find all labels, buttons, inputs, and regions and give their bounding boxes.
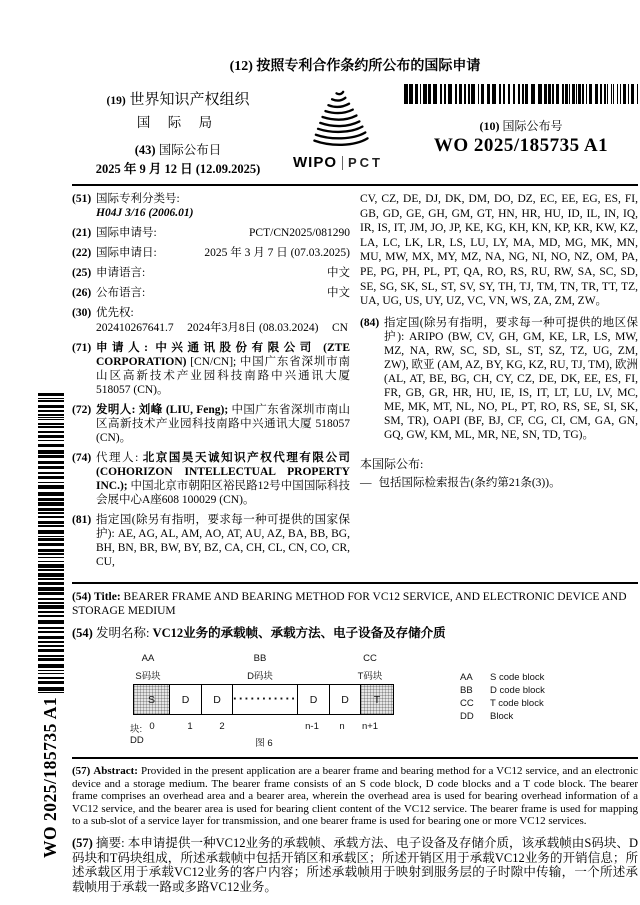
title-chinese (72, 626, 638, 640)
pub-date-value: 2025 年 9 月 12 日 (12.09.2025) (95, 162, 261, 176)
field-84-number: (84) (360, 316, 380, 329)
field-25-filing-language (72, 266, 350, 280)
field-26-value: 中文 (327, 287, 350, 299)
callout-bb: BB (253, 653, 267, 664)
wordmark-divider (342, 156, 343, 170)
publication-barcode (404, 84, 638, 104)
field-30-label: 优先权: (96, 307, 134, 319)
field-26-label: 公布语言: (96, 287, 146, 299)
block-index-n-1: n-1 (305, 721, 319, 732)
abstract-label-zh: 摘要: (96, 835, 125, 850)
header-divider (72, 184, 638, 186)
callout-aa: AA (141, 653, 155, 664)
field-22-value: 2025 年 3 月 7 日 (07.03.2025) (204, 247, 350, 259)
field-72-label: 发明人: (96, 404, 136, 416)
field-51-number: (51) (72, 193, 92, 205)
title-english (72, 590, 638, 618)
field-74-label: 代理人: (96, 452, 139, 464)
abstract-chinese (72, 836, 638, 894)
issuing-org-block (72, 84, 284, 177)
side-barcode (38, 393, 64, 693)
field-43-number: (43) (134, 143, 156, 157)
title-label-en: Title: (94, 591, 121, 603)
field-71-label: 申请人: (96, 342, 148, 354)
legend-row-dd (460, 710, 545, 723)
field-22-label: 国际申请日: (96, 247, 157, 259)
block-index-prefix: 块: (130, 724, 143, 735)
field-30-priority (72, 306, 350, 335)
s-block-label: S码块 (135, 671, 161, 682)
field-81-designated-states (72, 513, 350, 569)
wipo-wordmark: WIPO (293, 154, 337, 171)
publication-number-block (392, 84, 638, 157)
abstract-divider (72, 757, 638, 759)
legend-text-bb: D code block (490, 685, 545, 696)
designated-states-continued: CV, CZ, DE, DJ, DK, DM, DO, DZ, EC, EE, EG, ES, FI, GB, GD, GE, GH, GM, GT, HN, HR, HU, ID, IL, IN, IQ, IR, IS, IT, JM, JO, JP, KE, KG, KH, KN, KP, KR, KW, KZ, LA, LC, LK, LR, LS, LU, LY, MA, MD, MG, MK, MN, MU, MW, MX, MY, MZ, NA, NG, NI, NO, NZ, OM, PA, PE, PG, PH, PL, PT, QA, RO, RS, RU, RW, SA, SC, SD, SE, SG, SK, SL, ST, SV, SY, TH, TJ, TM, TN, TR, TT, TZ, UA, UG, US, UY, UZ, VC, VN, WS, ZA, ZM, ZW。 (360, 193, 638, 308)
field-19-number: (19) (106, 95, 126, 107)
field-51-ipc (72, 192, 350, 220)
note-dash: — (360, 476, 372, 489)
abstract-text-zh: 本申请提供一种VC12业务的承载帧、承载方法、电子设备及存储介质，该承载帧由S码块、D码块和T码块组成，所述承载帧中包括开销区和承载区；所述开销区用于承载VC12业务的开销信息；所述承载区用于承载VC12业务的客户内容；所述承载帧用于映射到服务层的子时隙中传输，一个所述承载帧用于承载一路或多路VC12业务。 (72, 835, 639, 894)
applicant-name: 中兴通讯股份有限公司 (ZTE CORPORATION) (96, 342, 351, 368)
field-10-number: (10) (479, 119, 500, 133)
field-25-label: 申请语言: (96, 267, 146, 279)
ellipsis-dots: ··········· (233, 690, 297, 706)
block-index-0: 0 (149, 721, 155, 732)
org-name-line (72, 88, 284, 109)
wipo-logo (284, 84, 392, 171)
legend-code-dd: DD (460, 711, 474, 722)
cell-t: T (360, 684, 394, 715)
publication-note-item (360, 476, 638, 490)
field-51-label: 国际专利分类号: (96, 193, 180, 205)
publication-number: WO 2025/185735 A1 (433, 135, 609, 156)
legend-code-cc: CC (460, 698, 474, 709)
field-26-publication-language (72, 286, 350, 300)
inventor-address: 中国广东省深圳市南山区高新技术产业园科技南路中兴通讯大厦 518057 (CN)。 (96, 404, 351, 444)
note-text: 包括国际检索报告(条约第21条(3))。 (378, 476, 561, 489)
field-81-codes: AE, AG, AL, AM, AO, AT, AU, AZ, BA, BB, BG, BH, BN, BR, BW, BY, BZ, CA, CH, CL, CN, CO, CR, CU, (96, 528, 351, 568)
block-index-1: 1 (187, 721, 193, 732)
field-21-application-number (72, 226, 350, 240)
cell-d4: D (329, 684, 361, 715)
header-row (72, 84, 638, 177)
priority-application-number: 202410267641.7 (96, 322, 174, 334)
field-12-text: 按照专利合作条约所公布的国际申请 (256, 59, 481, 74)
field-81-number: (81) (72, 514, 92, 526)
bibliographic-divider (72, 582, 638, 584)
figure-label: 图 6 (255, 738, 273, 749)
org-name: 世界知识产权组织 (129, 92, 250, 108)
legend-code-aa: AA (460, 672, 473, 683)
d-block-label: D码块 (247, 671, 273, 682)
legend-code-bb: BB (460, 685, 473, 696)
priority-date: 2024年3月8日 (08.03.2024) (187, 322, 319, 334)
pct-publication-type-line (72, 55, 638, 75)
pub-date-label: 国际公布日 (158, 143, 222, 157)
legend-text-cc: T code block (490, 698, 544, 709)
abstract-english (72, 765, 638, 828)
field-84-codes: ARIPO (BW, CV, GH, GM, KE, LR, LS, MW, MZ, NA, RW, SC, SD, SL, ST, SZ, TZ, UG, ZM, ZW), 欧亚 (AM, AZ, BY, KG, KZ, RU, TJ, TM), 欧洲 (AL, AT, BE, BG, CH, CY, CZ, DE, DK, EE, ES, FI, FR, GB, GR, HR, HU, IE, IS, IT, LT, LU, LV, MC, ME, MK, MT, NL, NO, PL, PT, RO, RS, SE, SI, SK, SM, TR), OAPI (BF, BJ, CF, CG, CI, CM, GA, GN, GQ, GW, KM, ML, MR, NE, SN, TD, TG)。 (384, 330, 638, 441)
t-block-label: T码块 (357, 671, 383, 682)
agent-address: 中国北京市朝阳区裕民路12号中国国际科技会展中心A座608 100029 (CN)。 (96, 480, 350, 506)
field-21-number: (21) (72, 227, 92, 239)
left-column (72, 192, 350, 575)
wipo-globe-icon (301, 86, 375, 148)
field-57-number: (57) (72, 765, 91, 777)
cell-ellipsis (232, 684, 298, 715)
wipo-pct-wordmark (284, 154, 392, 171)
field-21-label: 国际申请号: (96, 227, 157, 239)
sidebar-publication-number: WO 2025/185735 A1 (40, 696, 60, 858)
callout-cc: CC (363, 653, 377, 664)
bibliographic-columns (72, 192, 638, 575)
page-content (72, 55, 638, 894)
block-index-n+1: n+1 (361, 721, 379, 732)
title-label-zh: 发明名称: (95, 626, 150, 640)
abstract-label-en: Abstract: (93, 765, 138, 777)
field-25-value: 中文 (327, 267, 350, 279)
right-column (360, 192, 638, 575)
field-74-agent (72, 451, 350, 507)
field-12-number: (12) (229, 59, 253, 74)
legend-text-aa: S code block (490, 672, 545, 683)
diagram-legend (460, 671, 545, 723)
agent-name: 北京国昊天诚知识产权代理有限公司 (COHORIZON INTELLECTUAL PROPERTY INC.); (96, 452, 351, 492)
field-25-number: (25) (72, 267, 92, 279)
field-51-value: H04J 3/16 (2006.01) (96, 207, 194, 219)
cell-d1: D (169, 684, 202, 715)
field-74-number: (74) (72, 452, 92, 464)
org-bureau: 国 际 局 (136, 115, 220, 130)
cell-d2: D (201, 684, 233, 715)
inventor-name: 刘峰 (LIU, Feng); (138, 404, 229, 416)
pub-date-label-line (72, 140, 284, 158)
legend-row-bb (460, 684, 545, 697)
field-22-filing-date (72, 246, 350, 260)
pub-number-label-line (404, 117, 638, 134)
field-57zh-number: (57) (72, 835, 93, 850)
priority-country: CN (332, 322, 348, 334)
invention-title-zh: VC12业务的承载帧、承载方法、电子设备及存储介质 (152, 626, 446, 640)
abstract-text-en: Provided in the present application are a bearer frame and bearing method for a VC12 service, and an electronic device and a storage medium. The bearer frame consists of an S code block, D code blocks and a T code block. The bearer frame comprises an overhead area and a bearer area, wherein the overhead area is used for bearing overhead information of a VC12 service, and the bearer area is used for bearing client content of the VC12 service. The bearer frame is used for mapping to a sub-slot of a service layer for transmission, and one bearer frame is used for bearing one or more VC12 services. (72, 765, 639, 828)
field-30-number: (30) (72, 307, 92, 319)
field-72-inventor (72, 403, 350, 445)
legend-row-aa (460, 671, 545, 684)
figure-6-diagram (72, 653, 638, 750)
priority-data-row (96, 321, 350, 335)
invention-title-en: BEARER FRAME AND BEARING METHOD FOR VC12 SERVICE, AND ELECTRONIC DEVICE AND STORAGE MEDIUM (72, 591, 627, 617)
field-26-number: (26) (72, 287, 92, 299)
legend-row-cc (460, 697, 545, 710)
field-84-intro: 指定国(除另有指明，要求每一种可提供的地区保护): (384, 316, 638, 343)
pct-wordmark: PCT (348, 155, 383, 170)
field-54-number: (54) (72, 591, 92, 603)
field-71-number: (71) (72, 342, 92, 354)
cell-d3: D (297, 684, 330, 715)
legend-text-dd: Block (490, 711, 514, 722)
pub-number-label: 国际公布号 (502, 119, 563, 133)
block-index-n: n (339, 721, 345, 732)
field-71-applicant (72, 341, 350, 397)
field-22-number: (22) (72, 247, 92, 259)
field-72-number: (72) (72, 404, 92, 416)
field-81-intro: 指定国(除另有指明，要求每一种可提供的国家保护): (96, 514, 350, 540)
block-index-2: 2 (219, 721, 225, 732)
cell-s: S (133, 684, 170, 715)
applicant-address: [CN/CN]; 中国广东省深圳市南山区高新技术产业园科技南路中兴通讯大厦 518057 (CN)。 (96, 356, 350, 396)
field-54zh-number: (54) (72, 626, 93, 640)
field-84-regional-protection (360, 316, 638, 442)
field-21-value: PCT/CN2025/081290 (249, 227, 350, 239)
callout-dd: DD (130, 735, 144, 746)
publication-note-title: 本国际公布: (360, 456, 424, 471)
